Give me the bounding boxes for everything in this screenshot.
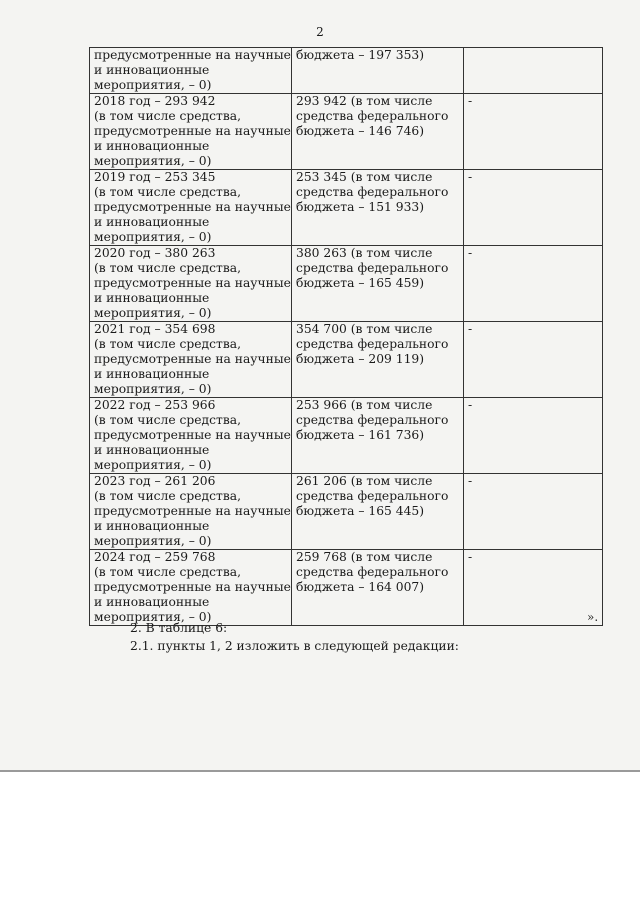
cell-line: предусмотренные на научные [94, 276, 291, 290]
cell-line: средства федерального [296, 489, 449, 503]
table-cell-other [464, 246, 603, 322]
table-cell-other [464, 322, 603, 398]
cell-line: средства федерального [296, 185, 449, 199]
cell-line: предусмотренные на научные [94, 124, 291, 138]
page-number: 2 [316, 25, 324, 39]
cell-line: мероприятия, – 0) [94, 306, 212, 320]
table-row [90, 398, 603, 474]
table-cell-funding-total [90, 246, 292, 322]
table-cell-funding-federal [292, 48, 464, 94]
cell-line: и инновационные [94, 443, 210, 457]
cell-line: и инновационные [94, 215, 210, 229]
cell-line: - [468, 474, 473, 488]
table-row [90, 94, 603, 170]
cell-line: (в том числе средства, [94, 413, 241, 427]
cell-line: 259 768 (в том числе [296, 550, 433, 564]
table-cell-funding-federal [292, 170, 464, 246]
cell-line: мероприятия, – 0) [94, 534, 212, 548]
cell-line: бюджета – 164 007) [296, 580, 425, 594]
cell-line: и инновационные [94, 63, 210, 77]
cell-line: средства федерального [296, 337, 449, 351]
cell-line: 2018 год – 293 942 [94, 94, 216, 108]
cell-line: 2020 год – 380 263 [94, 246, 216, 260]
cell-line: бюджета – 165 459) [296, 276, 425, 290]
cell-line: 2019 год – 253 345 [94, 170, 216, 184]
cell-line: 354 700 (в том числе [296, 322, 433, 336]
table-row [90, 170, 603, 246]
table-cell-funding-federal [292, 550, 464, 626]
table-cell-funding-total [90, 550, 292, 626]
table-row [90, 246, 603, 322]
cell-line: - [468, 322, 473, 336]
table-cell-funding-total [90, 398, 292, 474]
cell-line: (в том числе средства, [94, 261, 241, 275]
cell-line: бюджета – 146 746) [296, 124, 425, 138]
cell-line: бюджета – 161 736) [296, 428, 425, 442]
table-cell-other [464, 48, 603, 94]
cell-line: предусмотренные на научные [94, 428, 291, 442]
cell-line: бюджета – 151 933) [296, 200, 425, 214]
cell-line: средства федерального [296, 565, 449, 579]
cell-line: и инновационные [94, 367, 210, 381]
cell-line: предусмотренные на научные [94, 504, 291, 518]
table-cell-funding-federal [292, 94, 464, 170]
cell-line: 2023 год – 261 206 [94, 474, 216, 488]
cell-line: (в том числе средства, [94, 185, 241, 199]
cell-line: - [468, 170, 473, 184]
cell-line: и инновационные [94, 139, 210, 153]
cell-line: предусмотренные на научные [94, 352, 291, 366]
cell-line: 2021 год – 354 698 [94, 322, 216, 336]
table-row [90, 550, 603, 626]
cell-line: предусмотренные на научные [94, 580, 291, 594]
table-cell-other [464, 474, 603, 550]
cell-line: - [468, 246, 473, 260]
cell-line: 2024 год – 259 768 [94, 550, 216, 564]
cell-line: мероприятия, – 0) [94, 458, 212, 472]
cell-line: 261 206 (в том числе [296, 474, 433, 488]
cell-line: (в том числе средства, [94, 109, 241, 123]
table-cell-funding-total [90, 94, 292, 170]
table-row [90, 322, 603, 398]
table-cell-other [464, 550, 603, 626]
cell-line: предусмотренные на научные [94, 48, 291, 62]
cell-line: 2022 год – 253 966 [94, 398, 216, 412]
table-cell-funding-total [90, 170, 292, 246]
cell-line: мероприятия, – 0) [94, 78, 212, 92]
cell-line: средства федерального [296, 413, 449, 427]
table-cell-other [464, 398, 603, 474]
cell-line: бюджета – 197 353) [296, 48, 425, 62]
table-cell-funding-federal [292, 322, 464, 398]
table-cell-funding-total [90, 474, 292, 550]
table-cell-funding-total [90, 48, 292, 94]
cell-line: и инновационные [94, 519, 210, 533]
table-cell-funding-federal [292, 474, 464, 550]
table-row [90, 48, 603, 94]
closing-quote: ». [587, 610, 599, 624]
table-cell-other [464, 170, 603, 246]
cell-line: бюджета – 209 119) [296, 352, 425, 366]
cell-line: (в том числе средства, [94, 565, 241, 579]
cell-line: средства федерального [296, 261, 449, 275]
cell-line: 380 263 (в том числе [296, 246, 433, 260]
table-cell-other [464, 94, 603, 170]
cell-line: бюджета – 165 445) [296, 504, 425, 518]
cell-line: предусмотренные на научные [94, 200, 291, 214]
cell-line: и инновационные [94, 291, 210, 305]
cell-line: и инновационные [94, 595, 210, 609]
cell-line: - [468, 94, 473, 108]
table-cell-funding-federal [292, 246, 464, 322]
budget-table [89, 47, 603, 626]
cell-line: (в том числе средства, [94, 337, 241, 351]
table-row [90, 474, 603, 550]
cell-line: 293 942 (в том числе [296, 94, 433, 108]
cell-line: 253 345 (в том числе [296, 170, 433, 184]
cell-line: 253 966 (в том числе [296, 398, 433, 412]
cell-line: мероприятия, – 0) [94, 154, 212, 168]
cell-line: средства федерального [296, 109, 449, 123]
cell-line: мероприятия, – 0) [94, 230, 212, 244]
cell-line: мероприятия, – 0) [94, 610, 212, 624]
paragraph-items-1-2: 2.1. пункты 1, 2 изложить в следующей редакции: [130, 639, 459, 653]
cell-line: - [468, 550, 473, 564]
cell-line: - [468, 398, 473, 412]
cell-line: (в том числе средства, [94, 489, 241, 503]
table-cell-funding-total [90, 322, 292, 398]
cell-line: мероприятия, – 0) [94, 382, 212, 396]
table-cell-funding-federal [292, 398, 464, 474]
paragraph-table-6: 2. В таблице 6: [130, 621, 228, 635]
